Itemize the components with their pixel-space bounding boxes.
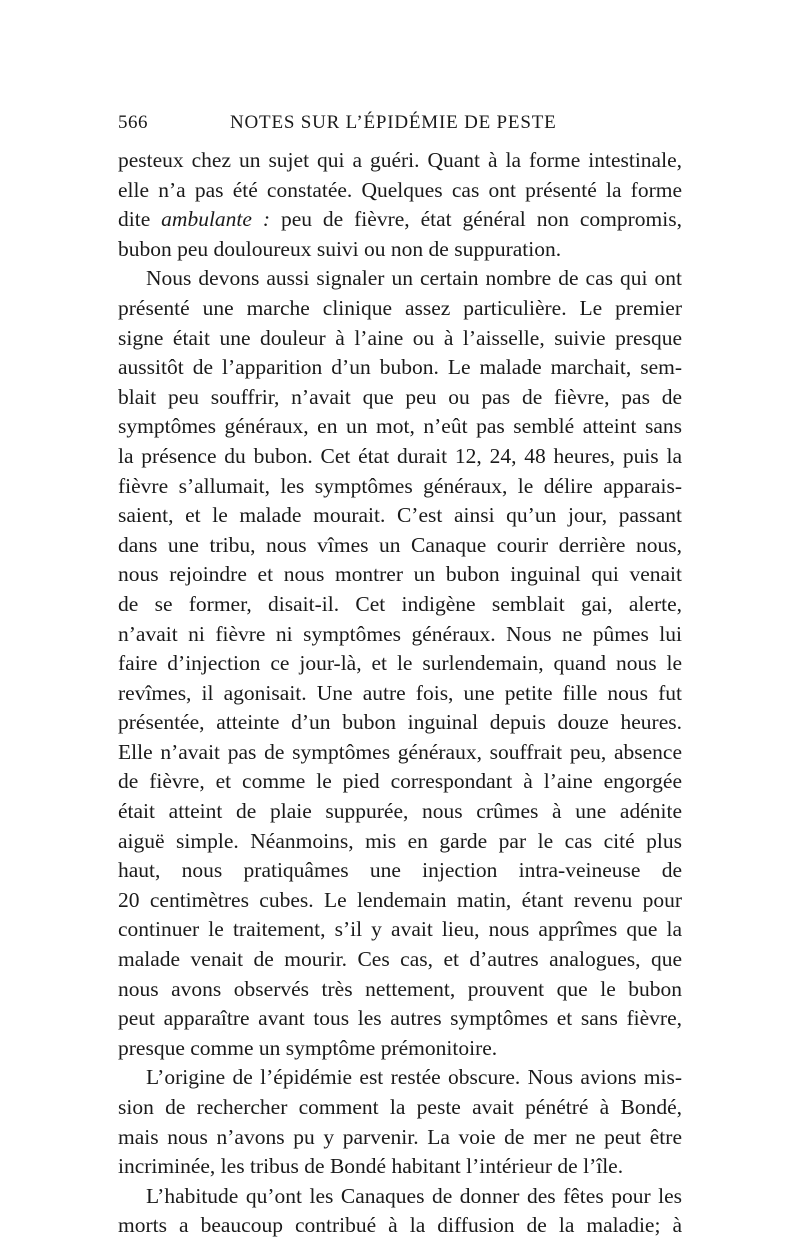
text-line: de se former, disait-il. Cet indigène semblait gai, alerte,: [118, 591, 682, 616]
running-head: [118, 112, 682, 146]
text-line: aiguë simple. Néanmoins, mis en garde par le cas cité plus: [118, 828, 682, 853]
text-line: Nous devons aussi signaler un certain nombre de cas qui ont: [146, 266, 682, 291]
text-line: L’origine de l’épidémie est restée obscure. Nous avions mis-: [146, 1065, 682, 1090]
italic-term: ambulante :: [161, 207, 271, 232]
text-line: symptômes généraux, en un mot, n’eût pas semblé atteint sans: [118, 414, 682, 439]
text-line: incriminée, les tribus de Bondé habitant l’intérieur de l’île.: [118, 1154, 624, 1179]
paragraph: [118, 264, 682, 1063]
text-line: nous avons observés très nettement, prouvent que le bubon: [118, 976, 682, 1001]
text-run: dite: [118, 207, 162, 232]
text-line: de fièvre, et comme le pied correspondant à l’aine engorgée: [118, 769, 682, 794]
text-line: nous rejoindre et nous montrer un bubon inguinal qui venait: [118, 562, 682, 587]
text-line: pesteux chez un sujet qui a guéri. Quant à la forme intestinale,: [118, 148, 682, 172]
text-line: haut, nous pratiquâmes une injection intra-veineuse de: [118, 858, 682, 883]
paragraph: [118, 1063, 682, 1181]
text-line: [118, 205, 682, 235]
text-line: revîmes, il agonisait. Une autre fois, une petite fille nous fut: [118, 680, 682, 705]
text-line: presque comme un symptôme prémonitoire.: [118, 1035, 498, 1060]
text-line: bubon peu douloureux suivi ou non de suppuration.: [118, 236, 562, 261]
text-line: sion de rechercher comment la peste avait pénétré à Bondé,: [118, 1095, 682, 1119]
text-line: Elle n’avait pas de symptômes généraux, souffrait peu, absence: [118, 739, 682, 764]
paragraph: [118, 1182, 682, 1241]
text-line: présenté une marche clinique assez particulière. Le premier: [118, 295, 682, 320]
text-line: présentée, atteinte d’un bubon inguinal depuis douze heures.: [118, 710, 682, 735]
text-line: n’avait ni fièvre ni symptômes généraux. Nous ne pûmes lui: [118, 621, 682, 646]
text-line: L’habitude qu’ont les Canaques de donner des fêtes pour les: [146, 1183, 682, 1208]
text-line: blait peu souffrir, n’avait que peu ou pas de fièvre, pas de: [118, 384, 682, 409]
text-line: mais nous n’avons pu y parvenir. La voie de mer ne peut être: [118, 1124, 682, 1149]
text-line: morts a beaucoup contribué à la diffusion de la maladie; à: [118, 1213, 682, 1238]
text-line: fièvre s’allumait, les symptômes généraux, le délire apparais-: [118, 473, 682, 498]
text-line: saient, et le malade mourait. C’est ainsi qu’un jour, passant: [118, 503, 682, 528]
text-line: malade venait de mourir. Ces cas, et d’autres analogues, que: [118, 947, 682, 972]
text-line: faire d’injection ce jour-là, et le surlendemain, quand nous le: [118, 651, 682, 676]
page-number: 566: [118, 112, 148, 133]
running-title: NOTES SUR L’ÉPIDÉMIE DE PESTE: [230, 112, 557, 133]
body-text: [118, 146, 682, 1241]
text-line: elle n’a pas été constatée. Quelques cas ont présenté la forme: [118, 177, 682, 202]
text-line: dans une tribu, nous vîmes un Canaque courir derrière nous,: [118, 532, 682, 557]
text-line: continuer le traitement, s’il y avait lieu, nous apprîmes que la: [118, 917, 682, 942]
text-run: peu de fièvre, état général non compromis,: [270, 207, 682, 232]
text-line: était atteint de plaie suppurée, nous crûmes à une adénite: [118, 799, 682, 824]
text-line: peut apparaître avant tous les autres symptômes et sans fièvre,: [118, 1006, 682, 1031]
book-page: [118, 112, 682, 1241]
text-line: la présence du bubon. Cet état durait 12, 24, 48 heures, puis la: [118, 443, 682, 468]
text-line: aussitôt de l’apparition d’un bubon. Le malade marchait, sem-: [118, 355, 682, 380]
text-line: signe était une douleur à l’aine ou à l’aisselle, suivie presque: [118, 325, 682, 350]
paragraph: [118, 146, 682, 264]
text-line: 20 centimètres cubes. Le lendemain matin, étant revenu pour: [118, 887, 682, 912]
